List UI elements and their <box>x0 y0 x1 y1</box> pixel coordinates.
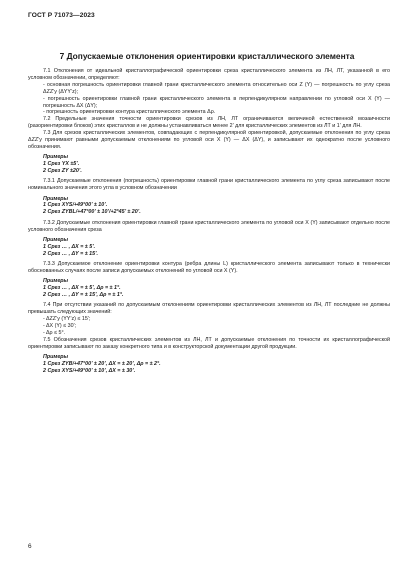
example-line: 1 Срез YX ±5’. <box>43 161 80 168</box>
example-line: 1 Срез ZYB/+47°00’ ± 20’, ΔX = ± 20’, Δρ = ± 2°. <box>43 360 161 367</box>
paragraph-7-1: 7.1 Отклонения от идеальной кристаллографической ориентировки среза кристаллического элемента из ЛН, ЛТ, указанной в его условном обозначении, определяют: <box>28 68 390 81</box>
list-item: - погрешность ориентировки контура кристаллического элемента Δρ. <box>43 109 216 116</box>
examples-heading: Примеры <box>43 195 69 202</box>
example-line: 2 Срез … , ΔY = ± 15’, Δρ = ± 1°. <box>43 292 124 299</box>
section-title: 7 Допускаемые отклонения ориентировки кристаллического элемента <box>59 51 355 61</box>
list-item: - погрешность ориентировки главной грани кристаллического элемента в перпендикулярном направлении по угловой оси X (Y) — погрешность ΔX (ΔY); <box>43 95 390 109</box>
examples-heading: Примеры <box>43 236 69 243</box>
paragraph-7-2: 7.2 Предельные значения точности ориентировки срезов из ЛН, ЛТ ограничиваются величиной естественной мозаичности (разориентировки блоков) этих кристаллов и не должны устанавливаться менее 2’ для кристаллических элементов из ЛТ и 1’ для ЛН. <box>28 116 390 130</box>
example-line: 2 Срез ZY ±20’. <box>43 168 82 175</box>
paragraph-7-3-1: 7.3.1 Допускаемые отклонения (погрешность) ориентировки главной грани кристаллического элемента по углу среза записывают после номинального значения этого угла в условном обозначении <box>28 178 390 192</box>
document-body <box>28 68 390 375</box>
list-item: - ΔX (Y) ≤ 30’; <box>43 323 77 330</box>
list-item: - основная погрешность ориентировки главной грани кристаллического элемента относительно оси Z (Y) — погрешность по углу среза ΔZZ’y (ΔYY’z); <box>43 81 390 95</box>
example-line: 2 Срез XYS/+49°00’ ± 10’, ΔX = ± 30’. <box>43 367 136 374</box>
examples-heading: Примеры <box>43 278 69 285</box>
example-line: 1 Срез … , ΔX = ± 5’, Δρ = ± 1°. <box>43 285 121 292</box>
list-item: - Δρ ≤ 5°. <box>43 329 66 336</box>
paragraph-7-3-2: 7.3.2 Допускаемые отклонения ориентировки главной грани кристаллического элемента по угловой оси X (Y) записывают отдельно после условного обозначения среза <box>28 219 390 233</box>
paragraph-7-3-3: 7.3.3 Допускаемое отклонение ориентировки контура (ребра длины L) кристаллического элемента записывают только в технически обоснованных случаях после записи допускаемых отклонений по угловой оси X (Y). <box>28 261 390 274</box>
paragraph-7-3: 7.3 Для срезов кристаллических элементов, совпадающих с перпендикулярной ориентировкой, допускаемые отклонения по углу среза ΔZZ’y принимают равными допускаемым отклонениям по угловой оси X (Y) — ΔX (ΔY), и записывают их однократно после условного обозначения. <box>28 130 390 150</box>
paragraph-7-4: 7.4 При отсутствии указаний по допускаемым отклонениям ориентировки кристаллических элементов из ЛН, ЛТ последние не должны превышать следующих значений: <box>28 302 390 316</box>
example-line: 2 Срез … , ΔY = ± 15’. <box>43 250 99 257</box>
example-line: 1 Срез … , ΔX = ± 5’. <box>43 243 96 250</box>
examples-heading: Примеры <box>43 354 69 361</box>
doc-id-header: ГОСТ Р 71073—2023 <box>28 12 95 19</box>
example-line: 2 Срез ZYBL/+47°00’ ± 10’/+2°45’ ± 20’. <box>43 209 141 216</box>
list-item: - ΔZZ’y (YY’z) ≤ 15’; <box>43 316 91 323</box>
page-number: 6 <box>28 543 32 550</box>
example-line: 1 Срез XYS/+49°00’ ± 10’. <box>43 202 108 209</box>
paragraph-7-5: 7.5 Обозначения срезов кристаллических элементов из ЛН, ЛТ и допускаемые отклонения по точности их кристаллографической ориентировки записывают по заказу конкретного типа и в конструкторской документации другой продукции. <box>28 336 390 350</box>
examples-heading: Примеры <box>43 154 69 161</box>
